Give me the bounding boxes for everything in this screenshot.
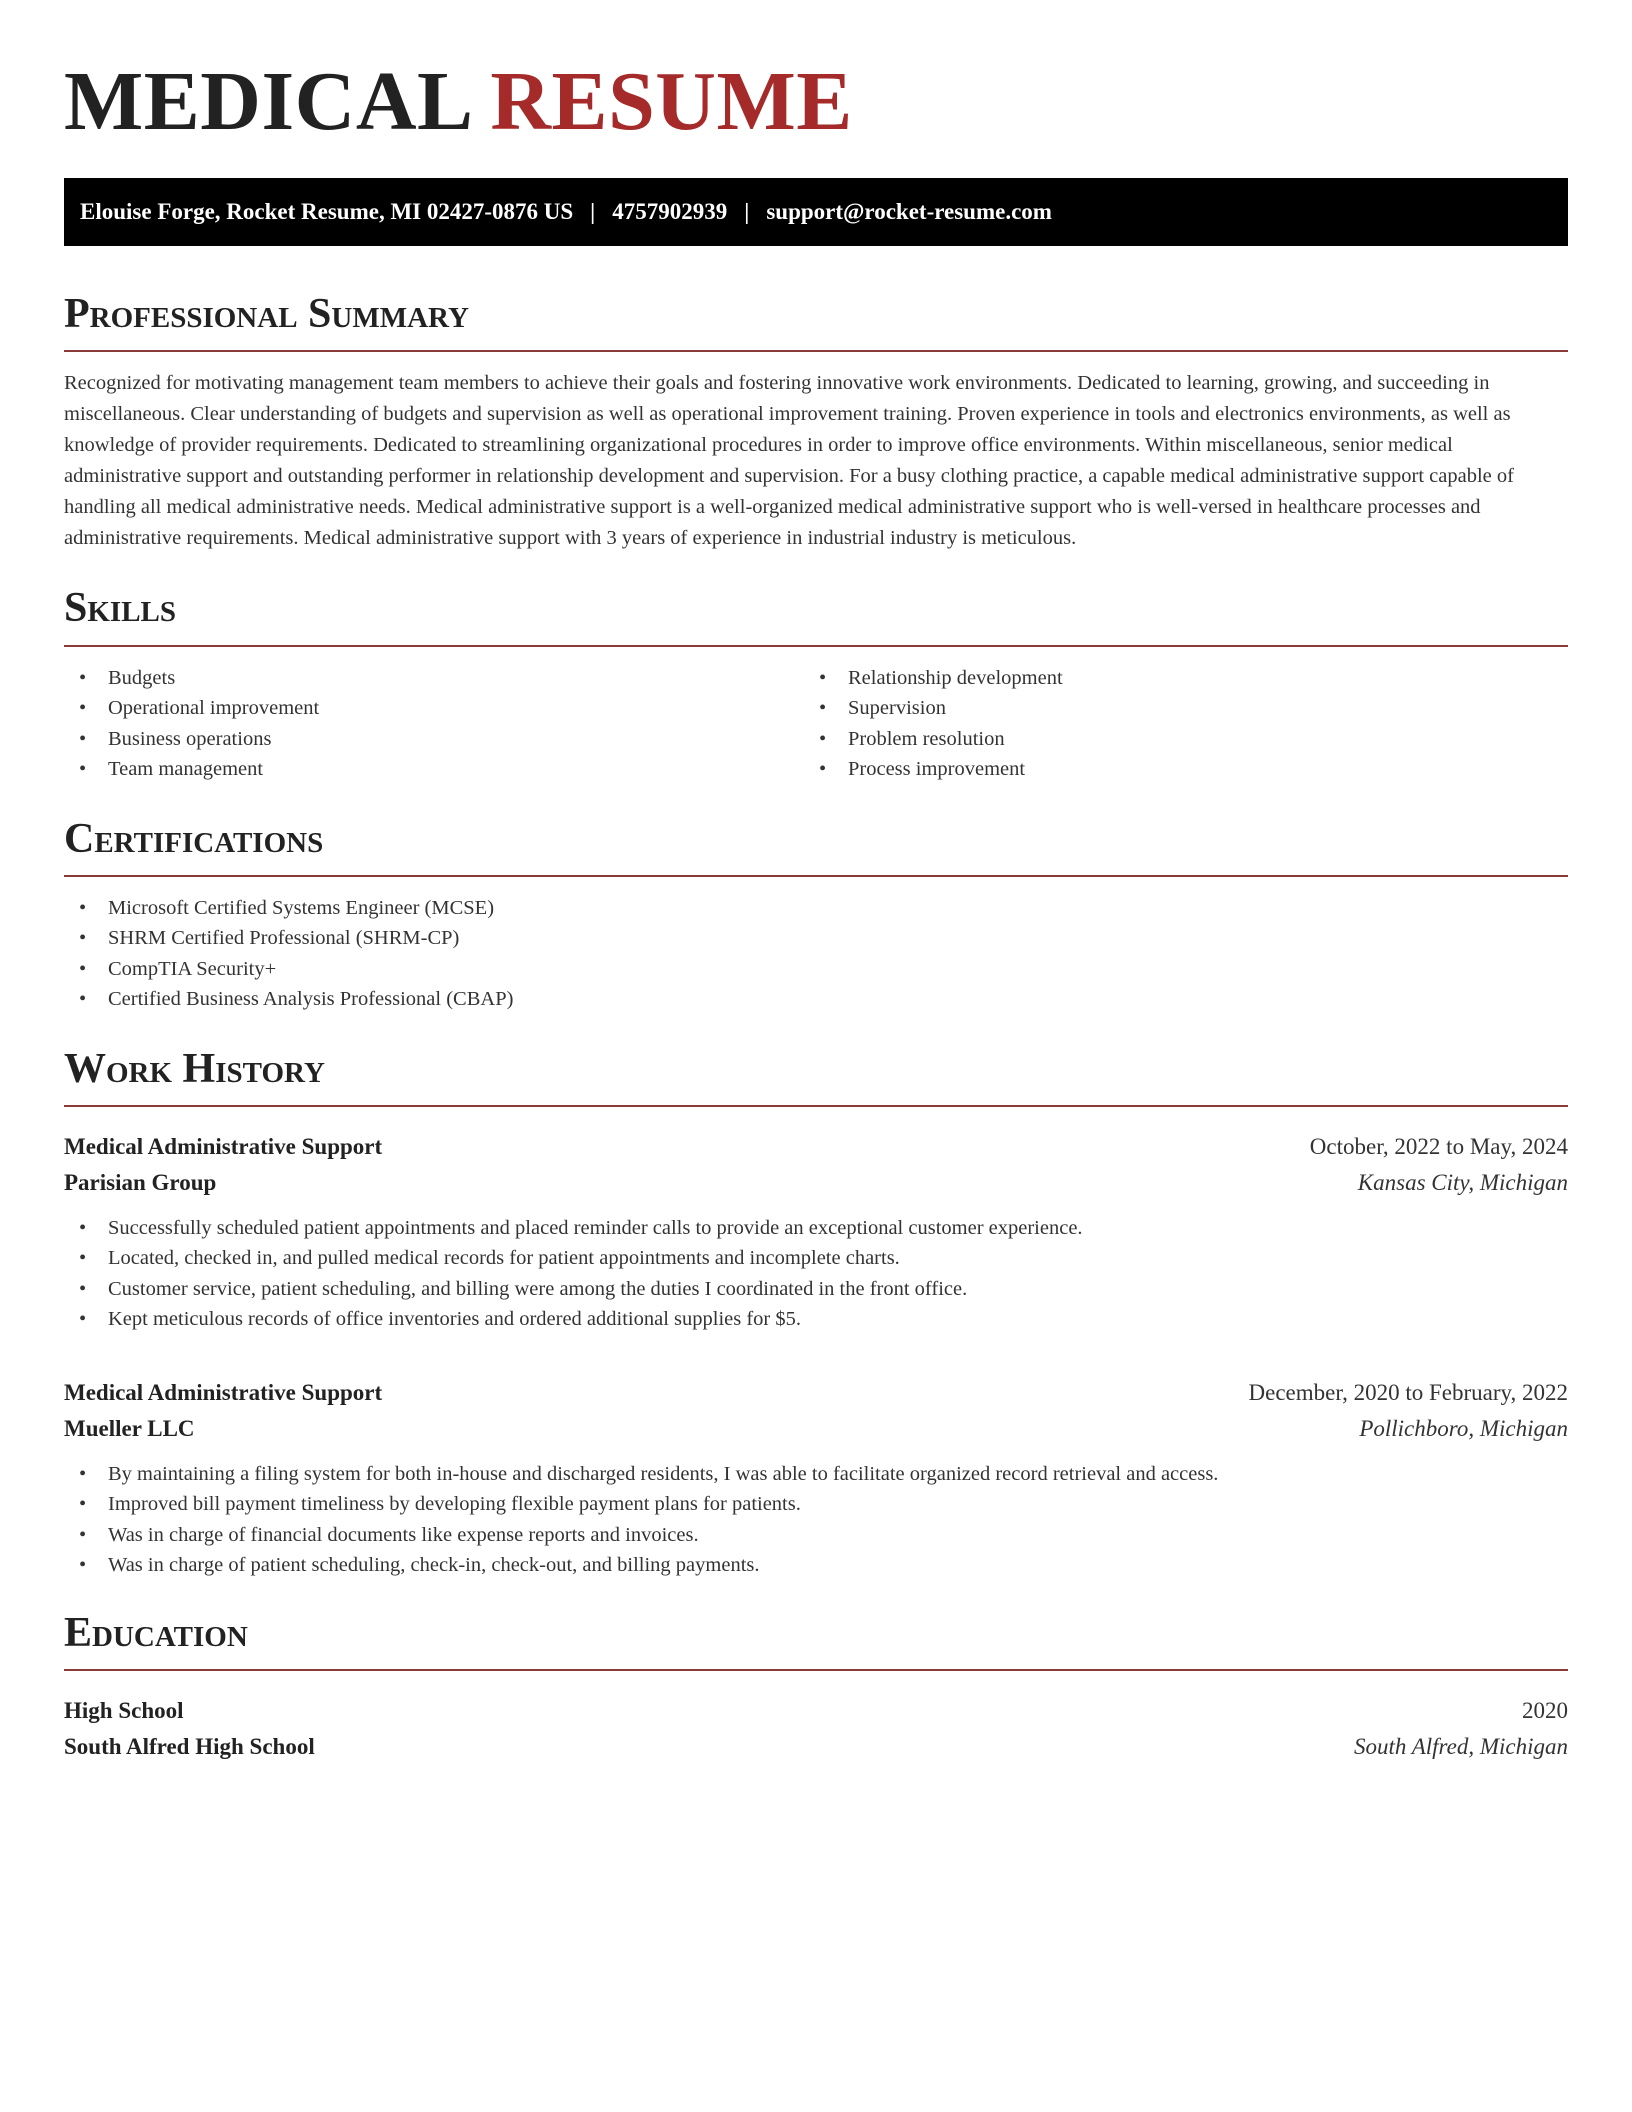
job-duty-item: • Improved bill payment timeliness by developing flexible payment plans for patients. — [64, 1489, 1568, 1520]
job-location: Kansas City, Michigan — [1357, 1169, 1568, 1195]
job-duty-item: • Customer service, patient scheduling, and billing were among the duties I coordinated in the front office. — [64, 1274, 1568, 1305]
job-duty-item: • Was in charge of patient scheduling, check-in, check-out, and billing payments. — [64, 1550, 1568, 1581]
resume-title — [64, 56, 1568, 148]
skill-item: • Budgets — [64, 663, 804, 694]
contact-separator: | — [744, 199, 750, 225]
certification-item: • Microsoft Certified Systems Engineer (MCSE) — [64, 893, 1568, 924]
section-heading-certifications: Certifications — [64, 815, 324, 862]
skill-item: • Process improvement — [804, 754, 1544, 785]
contact-address: Elouise Forge, Rocket Resume, MI 02427-0876 US — [80, 199, 574, 225]
education-location: South Alfred, Michigan — [1353, 1733, 1568, 1759]
skills-grid — [64, 647, 1568, 785]
summary-text: Recognized for motivating management team members to achieve their goals and fostering innovative work environments. Dedicated to learning, growing, and succeeding in miscellaneous. Clear understanding of budgets and supervision as well as operational improvement training. Proven experience in tools and electronics environments, as well as knowledge of provider requirements. Dedicated to streamlining organizational procedures in order to improve office environments. Within miscellaneous, senior medical administrative support and outstanding performer in relationship development and supervision. For a busy clothing practice, a capable medical administrative support capable of handling all medical administrative needs. Medical administrative support is a well-organized medical administrative support who is well-versed in healthcare processes and administrative requirements. Medical administrative support with 3 years of experience in industrial industry is meticulous. — [64, 372, 1514, 550]
education-header-row — [64, 1693, 1568, 1729]
section-heading-skills: Skills — [64, 585, 177, 632]
education-school: South Alfred High School — [64, 1733, 315, 1759]
job-entry — [64, 1375, 1568, 1581]
job-entry — [64, 1129, 1568, 1335]
job-company: Mueller LLC — [64, 1415, 195, 1441]
skills-list-right — [804, 663, 1544, 785]
certifications-section — [64, 817, 1568, 1015]
job-company: Parisian Group — [64, 1169, 217, 1195]
skill-item: • Supervision — [804, 693, 1544, 724]
skill-item: • Team management — [64, 754, 804, 785]
certification-item: • SHRM Certified Professional (SHRM-CP) — [64, 923, 1568, 954]
job-dates: October, 2022 to May, 2024 — [1309, 1133, 1568, 1159]
education-school-row — [64, 1729, 1568, 1765]
job-location: Pollichboro, Michigan — [1359, 1415, 1568, 1441]
skills-section — [64, 586, 1568, 784]
job-duty-item: • Located, checked in, and pulled medical records for patient appointments and incomplete charts. — [64, 1243, 1568, 1274]
skill-item: • Business operations — [64, 724, 804, 755]
certification-item: • Certified Business Analysis Professional (CBAP) — [64, 984, 1568, 1015]
section-divider — [64, 1669, 1568, 1671]
job-company-row — [64, 1411, 1568, 1447]
section-heading-education: Education — [64, 1609, 248, 1656]
section-divider — [64, 875, 1568, 877]
work-history-section — [64, 1047, 1568, 1581]
education-entry — [64, 1693, 1568, 1765]
section-divider — [64, 1105, 1568, 1107]
job-duty-item: • By maintaining a filing system for both in-house and discharged residents, I was able to facilitate organized record retrieval and access. — [64, 1459, 1568, 1490]
contact-email[interactable]: support@rocket-resume.com — [766, 199, 1052, 225]
contact-bar — [64, 178, 1568, 246]
section-heading-work-history: Work History — [64, 1045, 325, 1092]
education-section — [64, 1611, 1568, 1765]
skill-item: • Relationship development — [804, 663, 1544, 694]
job-title: Medical Administrative Support — [64, 1379, 383, 1405]
summary-section — [64, 292, 1568, 554]
job-header-row — [64, 1375, 1568, 1411]
contact-separator: | — [590, 199, 596, 225]
job-duties-list — [64, 1459, 1568, 1581]
job-dates: December, 2020 to February, 2022 — [1248, 1379, 1568, 1405]
education-degree: High School — [64, 1697, 184, 1723]
job-duty-item: • Was in charge of financial documents like expense reports and invoices. — [64, 1520, 1568, 1551]
job-company-row — [64, 1165, 1568, 1201]
section-divider — [64, 350, 1568, 352]
skill-item: • Operational improvement — [64, 693, 804, 724]
title-accent: RESUME — [490, 55, 853, 148]
skill-item: • Problem resolution — [804, 724, 1544, 755]
job-title: Medical Administrative Support — [64, 1133, 383, 1159]
certification-item: • CompTIA Security+ — [64, 954, 1568, 985]
skills-list-left — [64, 663, 804, 785]
job-duties-list — [64, 1213, 1568, 1335]
section-heading-summary: Professional Summary — [64, 291, 469, 338]
job-duty-item: • Successfully scheduled patient appointments and placed reminder calls to provide an exceptional customer experience. — [64, 1213, 1568, 1244]
certifications-list — [64, 893, 1568, 1015]
contact-phone[interactable]: 4757902939 — [612, 199, 728, 225]
job-header-row — [64, 1129, 1568, 1165]
education-year: 2020 — [1522, 1697, 1568, 1723]
job-duty-item: • Kept meticulous records of office inventories and ordered additional supplies for $5. — [64, 1304, 1568, 1335]
title-main: MEDICAL — [64, 55, 469, 148]
